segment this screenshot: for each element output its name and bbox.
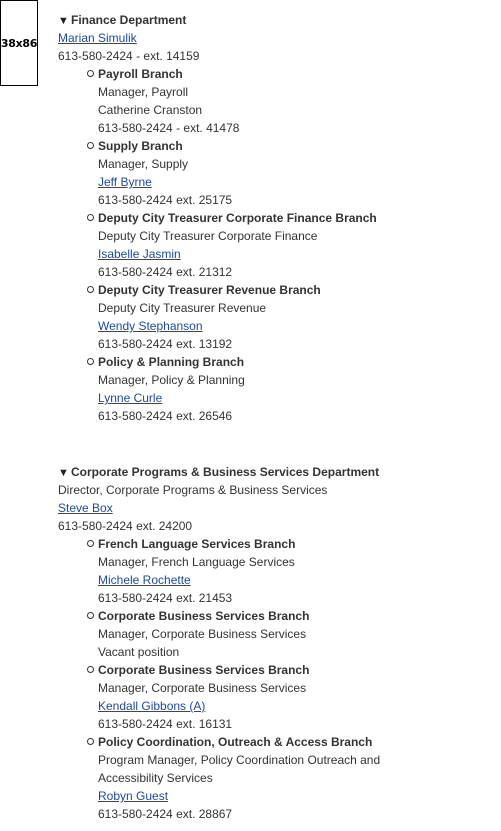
department-corporate-programs	[58, 463, 498, 823]
branch-title: Deputy City Treasurer Revenue Branch	[98, 283, 321, 297]
branch-title: French Language Services Branch	[98, 537, 296, 551]
circle-bullet-icon	[87, 142, 94, 149]
branch-item	[98, 209, 498, 281]
branch-role: Manager, Corporate Business Services	[98, 627, 307, 641]
branch-person-link[interactable]: Lynne Curle	[98, 391, 163, 405]
branch-person-vacant: Vacant position	[98, 645, 180, 659]
branch-person-link[interactable]: Kendall Gibbons (A)	[98, 699, 206, 713]
triangle-down-icon: ▼	[58, 467, 69, 479]
branch-title: Supply Branch	[98, 139, 183, 153]
department-head-role: Director, Corporate Programs & Business Services	[58, 483, 328, 497]
branch-person-link[interactable]: Wendy Stephanson	[98, 319, 203, 333]
department-finance	[58, 11, 498, 425]
branch-list	[58, 65, 498, 425]
department-head-phone: 613-580-2424 - ext. 14159	[58, 49, 200, 63]
department-head-link[interactable]: Marian Simulik	[58, 31, 137, 45]
branch-title: Payroll Branch	[98, 67, 183, 81]
circle-bullet-icon	[87, 286, 94, 293]
department-title: Corporate Programs & Business Services Department	[71, 465, 380, 479]
branch-phone: 613-580-2424 - ext. 41478	[98, 121, 240, 135]
branch-role: Manager, French Language Services	[98, 555, 295, 569]
branch-phone: 613-580-2424 ext. 28867	[98, 807, 233, 821]
branch-role: Manager, Corporate Business Services	[98, 681, 307, 695]
branch-item	[98, 607, 498, 661]
department-head-phone: 613-580-2424 ext. 24200	[58, 519, 193, 533]
branch-item	[98, 281, 498, 353]
branch-item	[98, 65, 498, 137]
branch-title: Corporate Business Services Branch	[98, 663, 310, 677]
branch-phone: 613-580-2424 ext. 16131	[98, 717, 233, 731]
triangle-down-icon: ▼	[58, 15, 69, 27]
branch-phone: 613-580-2424 ext. 21453	[98, 591, 233, 605]
circle-bullet-icon	[87, 540, 94, 547]
branch-item	[98, 353, 498, 425]
branch-phone: 613-580-2424 ext. 21312	[98, 265, 233, 279]
placeholder-label: 38x86	[0, 36, 38, 50]
branch-phone: 613-580-2424 ext. 25175	[98, 193, 233, 207]
department-title: Finance Department	[71, 13, 187, 27]
circle-bullet-icon	[87, 214, 94, 221]
department-head-link[interactable]: Steve Box	[58, 501, 113, 515]
branch-title: Deputy City Treasurer Corporate Finance Branch	[98, 211, 377, 225]
branch-item	[98, 661, 498, 733]
branch-item	[98, 137, 498, 209]
branch-list	[58, 535, 498, 823]
circle-bullet-icon	[87, 70, 94, 77]
department-toggle-corporate-programs[interactable]	[58, 463, 498, 481]
branch-person-link[interactable]: Isabelle Jasmin	[98, 247, 181, 261]
branch-role: Manager, Payroll	[98, 85, 189, 99]
department-toggle-finance[interactable]	[58, 11, 498, 29]
branch-item	[98, 535, 498, 607]
branch-title: Policy & Planning Branch	[98, 355, 245, 369]
circle-bullet-icon	[87, 612, 94, 619]
branch-item	[98, 733, 498, 823]
branch-phone: 613-580-2424 ext. 26546	[98, 409, 233, 423]
branch-phone: 613-580-2424 ext. 13192	[98, 337, 233, 351]
branch-person-link[interactable]: Jeff Byrne	[98, 175, 152, 189]
circle-bullet-icon	[87, 666, 94, 673]
branch-person-link[interactable]: Robyn Guest	[98, 789, 169, 803]
circle-bullet-icon	[87, 358, 94, 365]
branch-title: Policy Coordination, Outreach & Access Branch	[98, 735, 373, 749]
branch-person-link[interactable]: Michele Rochette	[98, 573, 191, 587]
branch-role: Manager, Supply	[98, 157, 189, 171]
branch-role: Manager, Policy & Planning	[98, 373, 245, 387]
branch-title: Corporate Business Services Branch	[98, 609, 310, 623]
branch-person: Catherine Cranston	[98, 103, 203, 117]
branch-role: Deputy City Treasurer Corporate Finance	[98, 229, 318, 243]
broken-image-placeholder	[0, 0, 38, 86]
branch-role: Program Manager, Policy Coordination Outreach and Accessibility Services	[98, 753, 381, 785]
circle-bullet-icon	[87, 738, 94, 745]
branch-role: Deputy City Treasurer Revenue	[98, 301, 267, 315]
